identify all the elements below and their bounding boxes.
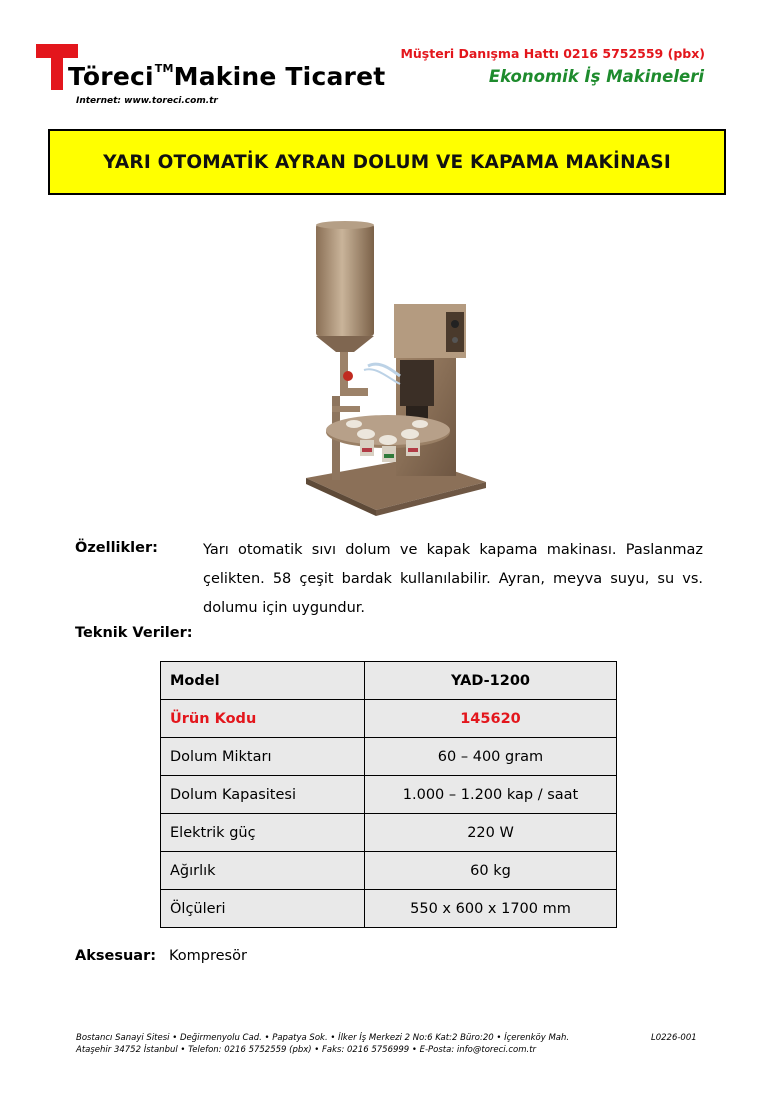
spec-key: Dolum Kapasitesi	[161, 776, 365, 814]
spec-value: 145620	[365, 700, 617, 738]
spec-key: Dolum Miktarı	[161, 738, 365, 776]
table-row	[161, 738, 617, 776]
customer-hotline: Müşteri Danışma Hattı 0216 5752559 (pbx)	[400, 46, 705, 61]
company-name	[68, 62, 385, 91]
machine-image	[296, 220, 492, 516]
table-row-product-code	[161, 700, 617, 738]
table-row	[161, 814, 617, 852]
accessory-value: Kompresör	[169, 948, 247, 964]
spec-key: Elektrik güç	[161, 814, 365, 852]
document-code: L0226-001	[651, 1033, 697, 1043]
spec-key: Model	[161, 662, 365, 700]
trademark-mark: TM	[154, 61, 174, 75]
company-slogan: Ekonomik İş Makineleri	[488, 67, 704, 86]
company-suffix: Makine Ticaret	[173, 62, 386, 91]
footer-contact: Ataşehir 34752 İstanbul • Telefon: 0216 5752559 (pbx) • Faks: 0216 5756999 • E-Posta: info@toreci.com.tr	[76, 1045, 537, 1055]
features-text: Yarı otomatik sıvı dolum ve kapak kapama makinası. Paslanmaz çelikten. 58 çeşit bardak kullanılabilir. Ayran, meyva suyu, su vs. dolumu için uygundur.	[203, 542, 703, 616]
spec-value: 220 W	[365, 814, 617, 852]
table-row	[161, 852, 617, 890]
table-row	[161, 890, 617, 928]
spec-value: 1.000 – 1.200 kap / saat	[365, 776, 617, 814]
footer-address: Bostancı Sanayi Sitesi • Değirmenyolu Cad. • Papatya Sok. • İlker İş Merkezi 2 No:6 Kat:2 Büro:20 • İçerenköy Mah.	[76, 1033, 570, 1043]
website-link[interactable]: Internet: www.toreci.com.tr	[76, 96, 218, 106]
accessory-label: Aksesuar:	[75, 948, 157, 964]
spec-key: Ölçüleri	[161, 890, 365, 928]
spec-key: Ağırlık	[161, 852, 365, 890]
table-row-model	[161, 662, 617, 700]
spec-value: YAD-1200	[365, 662, 617, 700]
product-title: YARI OTOMATİK AYRAN DOLUM VE KAPAMA MAKİNASI	[103, 151, 671, 173]
technical-data-label: Teknik Veriler:	[75, 625, 193, 641]
table-row	[161, 776, 617, 814]
company-brand: Töreci	[68, 62, 154, 91]
spec-key: Ürün Kodu	[161, 700, 365, 738]
product-title-box	[48, 129, 726, 195]
spec-value: 60 – 400 gram	[365, 738, 617, 776]
spec-value: 60 kg	[365, 852, 617, 890]
features-label: Özellikler:	[75, 540, 158, 556]
technical-specs-table	[160, 661, 617, 928]
spec-value: 550 x 600 x 1700 mm	[365, 890, 617, 928]
